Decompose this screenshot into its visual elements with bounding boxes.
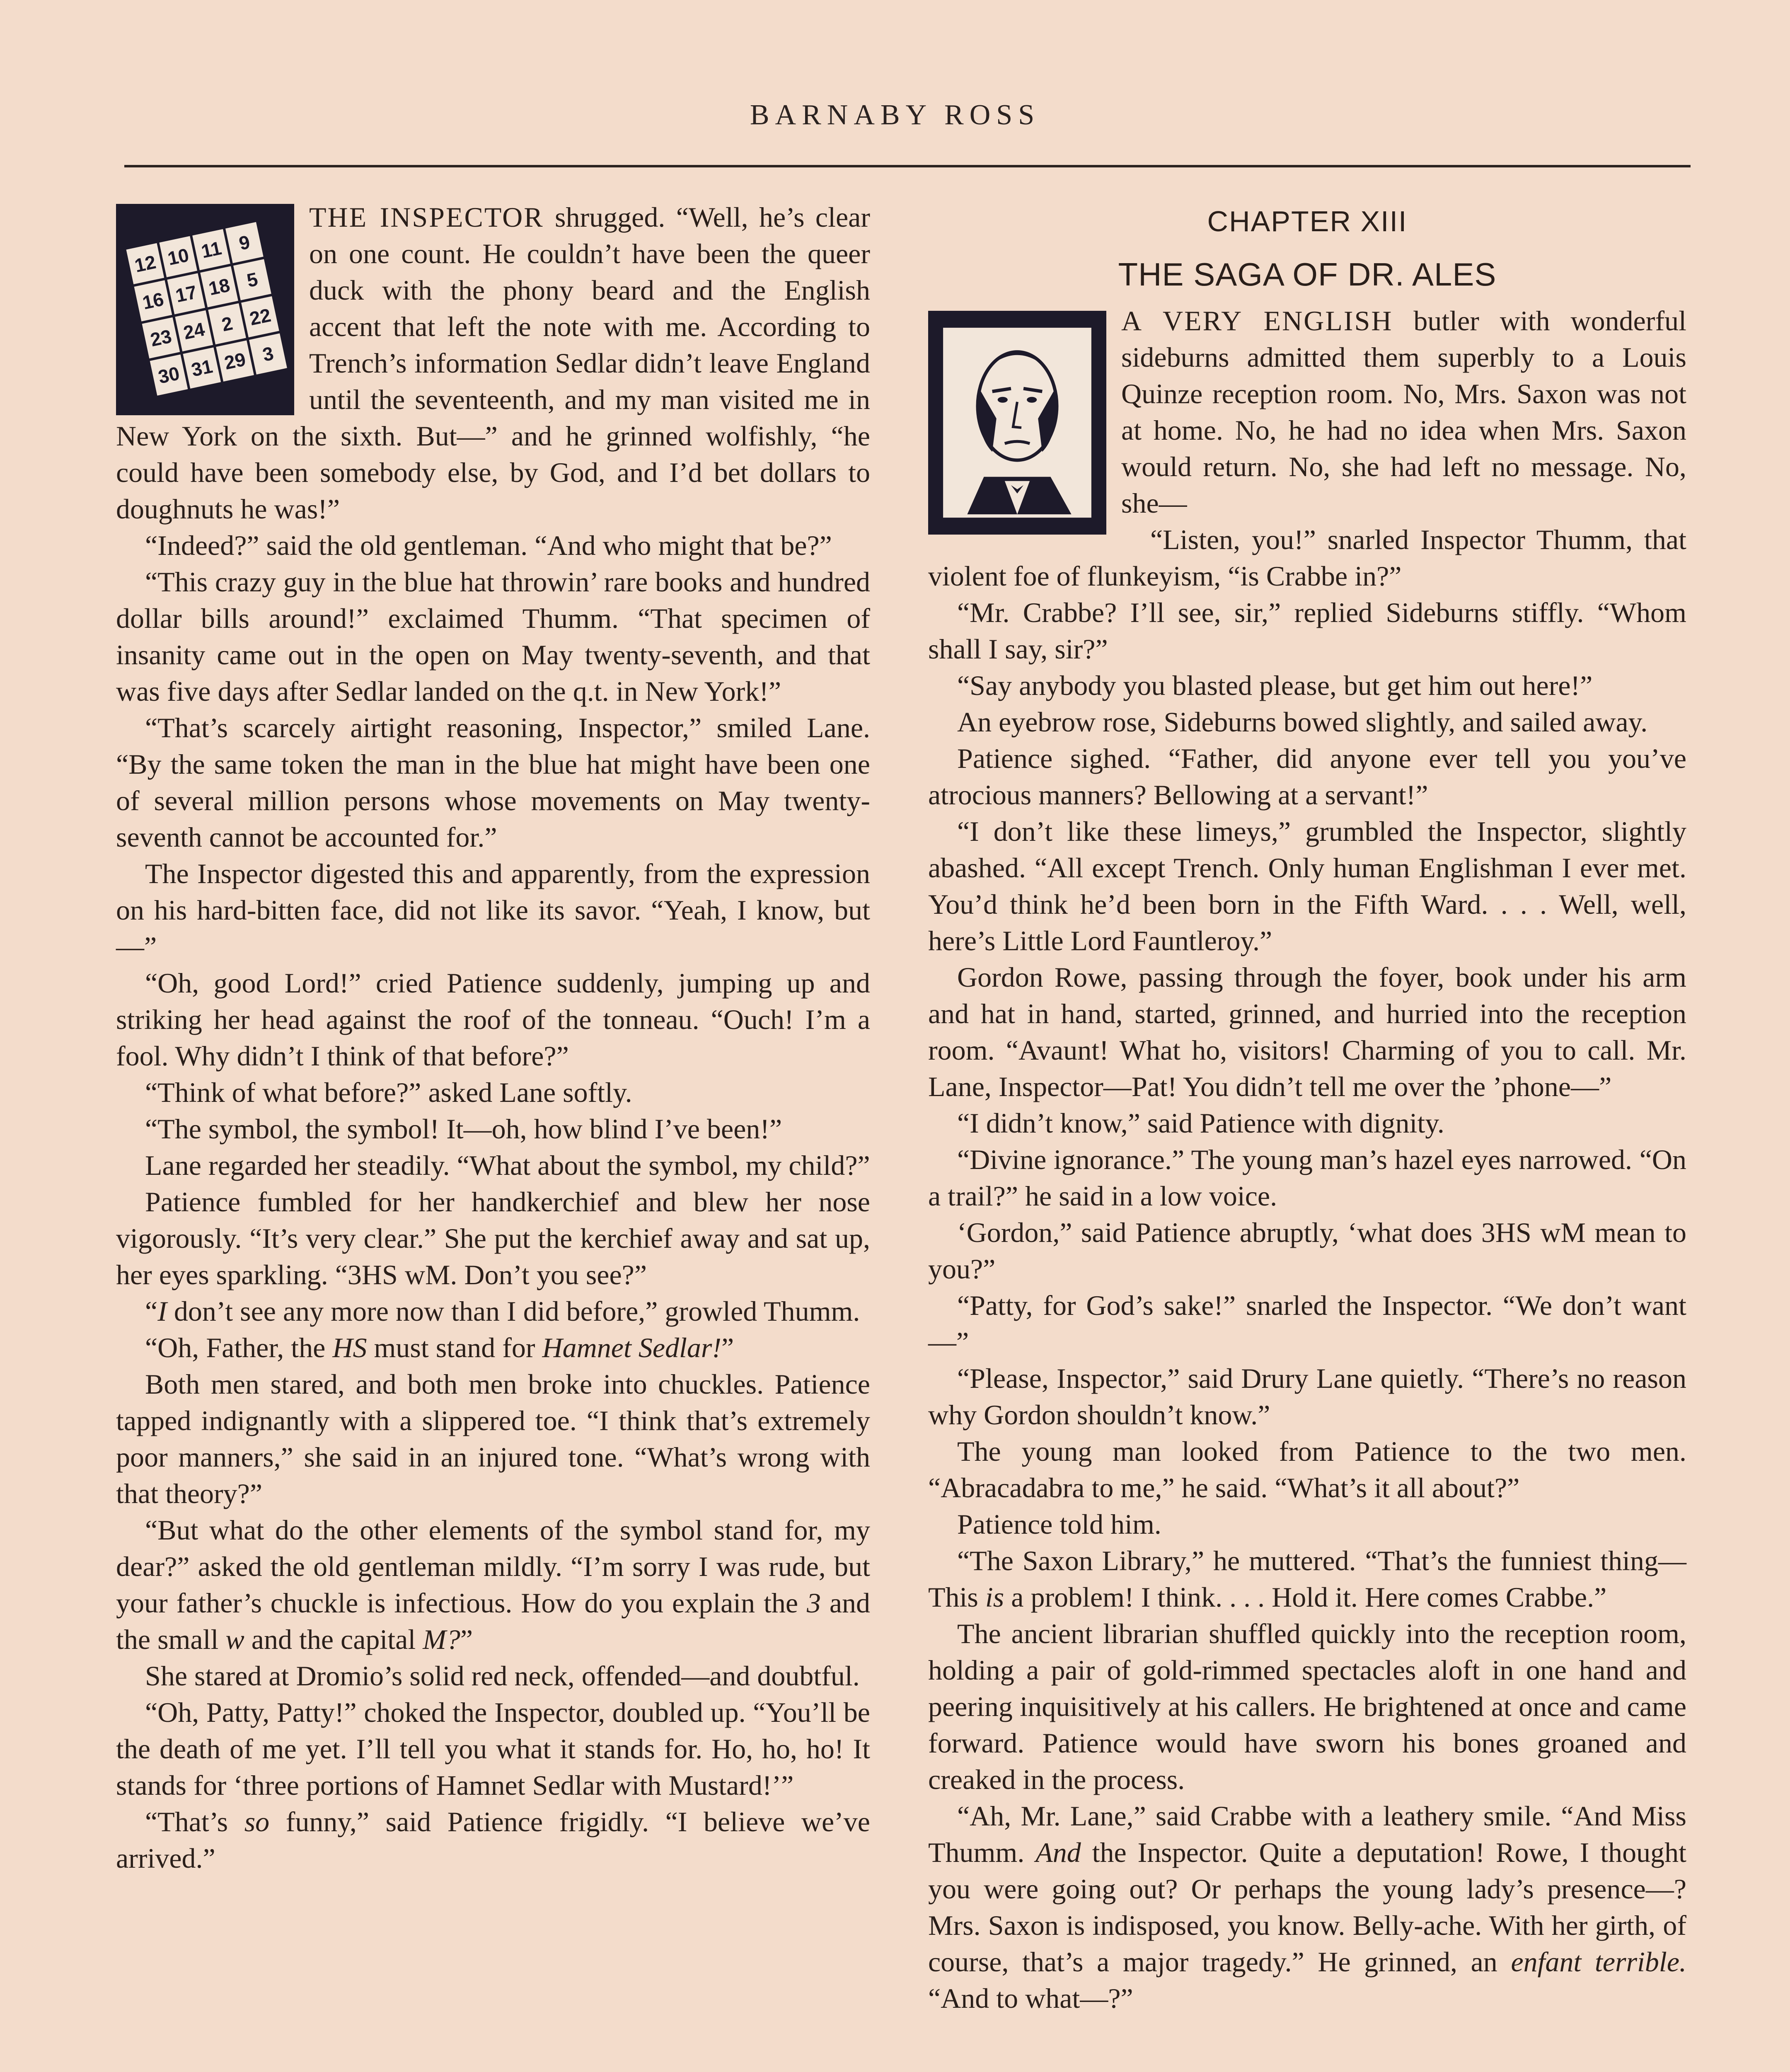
paragraph: Patience told him. bbox=[957, 1508, 1161, 1540]
opening-rest: shrugged. “Well, he’s clear on one count. He couldn’t have been the queer duck with the phony beard and the English accent that left the note with me. According to Trench’s information Sedlar didn’t leave England until the seventeenth, and my man visited me in New York on the sixth. But—” and he grinned wolfishly, “he could have been somebody else, by God, and I’d bet dollars to doughnuts he was!” bbox=[116, 201, 871, 525]
paragraph: Both men stared, and both men broke into chuckles. Patience tapped indignantly with a slippered toe. “I think that’s extremely poor manners,” she said in an injured tone. “What’s wrong with that theory?” bbox=[116, 1368, 870, 1509]
paragraph bbox=[116, 1512, 870, 1658]
butler-portrait-icon bbox=[934, 317, 1101, 529]
italic-text: M? bbox=[423, 1624, 460, 1655]
italic-text: w bbox=[225, 1624, 244, 1655]
calendar-number: 10 bbox=[166, 244, 191, 270]
calendar-number: 31 bbox=[189, 356, 215, 381]
paragraph: “I don’t like these limeys,” grumbled the Inspector, slightly abashed. “All except Trench. Only human Englishman I ever met. You’d think he’d been born in the Fifth Ward. . . . Well, well, here’s Little Lord Fauntleroy.” bbox=[928, 816, 1686, 956]
calendar-number: 17 bbox=[174, 281, 199, 307]
calendar-number: 2 bbox=[220, 312, 235, 336]
calendar-number: 30 bbox=[156, 363, 181, 388]
paragraph: “That’s scarcely airtight reasoning, Inspector,” smiled Lane. “By the same token the man in the blue hat might have been one of several million persons whose movements on May twenty-seventh cannot be accounted for.” bbox=[116, 712, 870, 853]
opening-caps: THE INSPECTOR bbox=[309, 201, 544, 233]
calendar-number: 18 bbox=[206, 274, 232, 300]
text: ” bbox=[721, 1332, 734, 1363]
paragraph: The Inspector digested this and apparently, from the expression on his hard-bitten face, did not like its savor. “Yeah, I know, but—” bbox=[116, 858, 870, 962]
paragraph: The young man looked from Patience to the two men. “Abracadabra to me,” he said. “What’s it all about?” bbox=[928, 1435, 1686, 1503]
paragraph: “The symbol, the symbol! It—oh, how blind I’ve been!” bbox=[145, 1113, 782, 1145]
paragraph: Patience sighed. “Father, did anyone ever tell you you’ve atrocious manners? Bellowing at a servant!” bbox=[928, 743, 1686, 811]
paragraph bbox=[116, 1803, 870, 1876]
paragraph: “Indeed?” said the old gentleman. “And who might that be?” bbox=[145, 530, 832, 561]
paragraph: “I don’t see any more now than I did before,” growled Thumm. bbox=[145, 1295, 860, 1327]
calendar-number: 23 bbox=[148, 325, 174, 351]
text: and the small bbox=[116, 1587, 871, 1655]
paragraph: “Oh, good Lord!” cried Patience suddenly, jumping up and striking her head against the roof of the tonneau. “Ouch! I’m a fool. Why didn’t I think of that before?” bbox=[116, 967, 870, 1072]
italic-text: And bbox=[1035, 1837, 1081, 1868]
text: “Oh, Father, the bbox=[145, 1332, 333, 1363]
opening-caps: A VERY ENGLISH bbox=[1121, 305, 1393, 336]
paragraph: “Oh, Patty, Patty!” choked the Inspector, doubled up. “You’ll be the death of me yet. I’ll tell you what it stands for. Ho, ho, ho! It stands for ‘three portions of Hamnet Sedlar with Mustard!’” bbox=[116, 1697, 870, 1801]
italic-text: HS bbox=[332, 1332, 367, 1363]
left-column bbox=[116, 199, 870, 1876]
paragraph: She stared at Dromio’s solid red neck, offended—and doubtful. bbox=[145, 1660, 860, 1692]
paragraph: “This crazy guy in the blue hat throwin’ rare books and hundred dollar bills around!” exclaimed Thumm. “That specimen of insanity came out in the open on May twenty-seventh, and that was five days after Sedlar landed on the q.t. in New York!” bbox=[116, 566, 870, 707]
calendar-number: 24 bbox=[181, 318, 207, 344]
paragraph: Gordon Rowe, passing through the foyer, book under his arm and hat in hand, started, grinned, and hurried into the reception room. “Avaunt! What ho, visitors! Charming of you to call. Mr. Lane, Inspector—Pat! You didn’t tell me over the ’phone—” bbox=[928, 961, 1686, 1102]
paragraph bbox=[928, 1798, 1686, 2016]
paragraph: “Patty, for God’s sake!” snarled the Inspector. “We don’t want—” bbox=[928, 1290, 1686, 1358]
paragraph: “Think of what before?” asked Lane softly. bbox=[145, 1077, 632, 1108]
paragraph: “Say anybody you blasted please, but get him out here!” bbox=[957, 670, 1593, 701]
italic-text: is bbox=[985, 1581, 1004, 1613]
text: funny,” said Patience frigidly. “I believe we’ve arrived.” bbox=[116, 1806, 870, 1874]
text: “Ah, Mr. Lane,” said Crabbe with a leathery smile. “And Miss Thumm. bbox=[928, 1800, 1686, 1868]
text: “That’s bbox=[145, 1806, 244, 1837]
header-rule bbox=[124, 165, 1691, 167]
text: the Inspector. Quite a deputation! Rowe, I thought you were going out? Or perhaps the young lady’s presence—? Mrs. Saxon is indisposed, you know. Belly-ache. With her girth, of course, that’s a major tragedy.” He grinned, an bbox=[928, 1837, 1686, 1978]
chapter-title: THE SAGA OF DR. ALES bbox=[1118, 256, 1497, 293]
italic-text: 3 bbox=[806, 1587, 821, 1619]
right-column bbox=[928, 199, 1686, 2016]
running-head: BARNABY ROSS bbox=[750, 99, 1040, 131]
text: don’t see any more now than I did before,” growled Thumm. bbox=[167, 1295, 860, 1327]
paragraph: ‘Gordon,” said Patience abruptly, ‘what does 3HS wM mean to you?” bbox=[928, 1217, 1686, 1285]
italic-text: enfant terrible. bbox=[1511, 1946, 1686, 1978]
italic-text: Hamnet Sedlar! bbox=[542, 1332, 722, 1363]
calendar-number: 5 bbox=[245, 268, 260, 291]
paragraph bbox=[116, 1329, 870, 1366]
calendar-number: 16 bbox=[140, 288, 166, 314]
paragraph: Patience fumbled for her handkerchief and blew her nose vigorously. “It’s very clear.” She put the kerchief away and sat up, her eyes sparkling. “3HS wM. Don’t you see?” bbox=[116, 1186, 870, 1290]
text: ” bbox=[460, 1624, 473, 1655]
text: “And to what—?” bbox=[928, 1982, 1133, 2014]
italic-text: I bbox=[157, 1295, 167, 1327]
paragraph: “Listen, you!” snarled Inspector Thumm, that violent foe of flunkeyism, “is Crabbe in?” bbox=[928, 524, 1686, 592]
calendar-number: 9 bbox=[237, 231, 252, 254]
opening-rest: butler with wonderful sideburns admitted them superbly to a Louis Quinze reception room. No, Mrs. Saxon was not at home. No, he had no idea when Mrs. Saxon would return. No, she had left no message. No, she— bbox=[1121, 305, 1686, 519]
paragraph bbox=[928, 1542, 1686, 1615]
calendar-number: 22 bbox=[247, 304, 273, 330]
calendar-number: 12 bbox=[133, 251, 158, 276]
calendar-icon bbox=[123, 211, 288, 409]
paragraph: An eyebrow rose, Sideburns bowed slightly, and sailed away. bbox=[957, 706, 1648, 738]
italic-text: so bbox=[244, 1806, 270, 1837]
text: “But what do the other elements of the symbol stand for, my dear?” asked the old gentleman mildly. “I’m sorry I was rude, but your father’s chuckle is infectious. How do you explain the bbox=[116, 1514, 870, 1619]
chapter-label: CHAPTER XIII bbox=[1207, 205, 1408, 237]
text: and the capital bbox=[244, 1624, 423, 1655]
calendar-illustration bbox=[116, 204, 294, 415]
text: must stand for bbox=[367, 1332, 542, 1363]
text: a problem! I think. . . . Hold it. Here comes Crabbe.” bbox=[1004, 1581, 1607, 1613]
paragraph: Lane regarded her steadily. “What about the symbol, my child?” bbox=[145, 1150, 870, 1181]
paragraph: “Please, Inspector,” said Drury Lane quietly. “There’s no reason why Gordon shouldn’t know.” bbox=[928, 1363, 1686, 1431]
calendar-number: 3 bbox=[261, 342, 276, 366]
text: “The Saxon Library,” he muttered. “That’s the funniest thing— This bbox=[928, 1545, 1686, 1613]
paragraph: The ancient librarian shuffled quickly into the reception room, holding a pair of gold-rimmed spectacles aloft in one hand and peering inquisitively at his callers. He brightened at once and came forward. Patience would have sworn his bones groaned and creaked in the process. bbox=[928, 1618, 1686, 1795]
paragraph: “I didn’t know,” said Patience with dignity. bbox=[957, 1107, 1444, 1139]
calendar-number: 11 bbox=[199, 237, 224, 262]
calendar-number: 29 bbox=[223, 349, 248, 374]
paragraph: “Mr. Crabbe? I’ll see, sir,” replied Sideburns stiffly. “Whom shall I say, sir?” bbox=[928, 597, 1686, 665]
paragraph: “Divine ignorance.” The young man’s hazel eyes narrowed. “On a trail?” he said in a low voice. bbox=[928, 1144, 1686, 1212]
butler-portrait bbox=[928, 311, 1106, 535]
